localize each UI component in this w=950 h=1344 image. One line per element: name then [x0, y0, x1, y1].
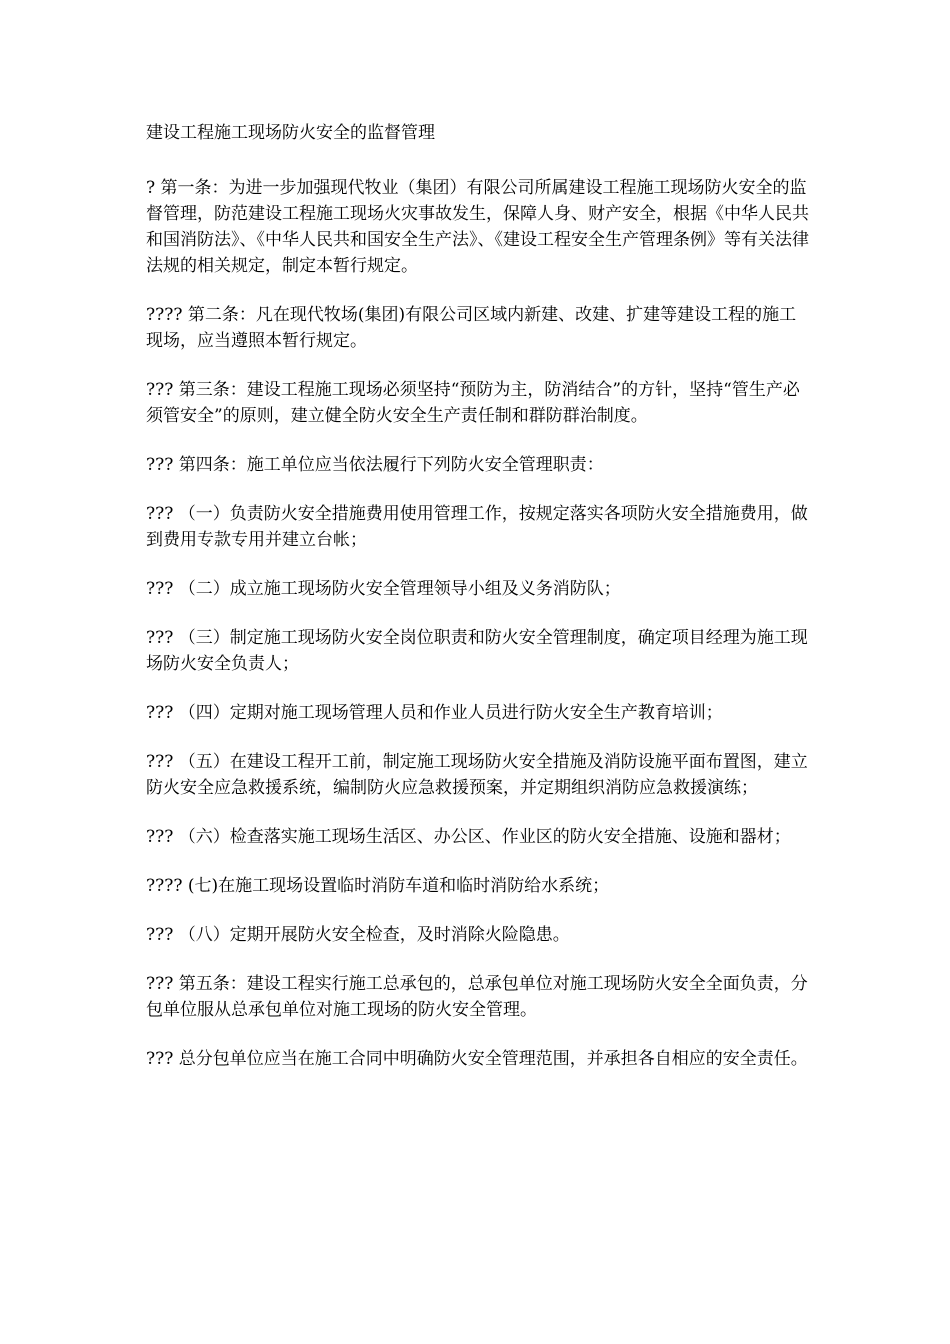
- paragraph-item-8: ??? （八）定期开展防火安全检查，及时消除火险隐患。: [146, 925, 570, 945]
- paragraph-item-3: ??? （三）制定施工现场防火安全岗位职责和防火安全管理制度，确定项目经理为施工现场防火安全负责人；: [146, 628, 808, 674]
- paragraph-article-1: ? 第一条：为进一步加强现代牧业（集团）有限公司所属建设工程施工现场防火安全的监督管理，防范建设工程施工现场火灾事故发生，保障人身、财产安全，根据《中华人民共和国消防法》、《中华人民共和国安全生产法》、《建设工程安全生产管理条例》等有关法律法规的相关规定，制定本暂行规定。: [146, 178, 809, 276]
- paragraph-item-1: ??? （一）负责防火安全措施费用使用管理工作，按规定落实各项防火安全措施费用，做到费用专款专用并建立台帐；: [146, 504, 808, 550]
- document-page: [146, 120, 810, 1095]
- paragraph-article-5: ??? 第五条：建设工程实行施工总承包的，总承包单位对施工现场防火安全全面负责，分包单位服从总承包单位对施工现场的防火安全管理。: [146, 974, 808, 1020]
- paragraph-article-5-note: ??? 总分包单位应当在施工合同中明确防火安全管理范围，并承担各自相应的安全责任。: [146, 1049, 808, 1069]
- paragraph-article-4: ??? 第四条：施工单位应当依法履行下列防火安全管理职责：: [146, 455, 604, 475]
- paragraph-item-4: ??? （四）定期对施工现场管理人员和作业人员进行防火安全生产教育培训；: [146, 703, 723, 723]
- paragraph-article-2: ???? 第二条：凡在现代牧场(集团)有限公司区域内新建、改建、扩建等建设工程的施工现场，应当遵照本暂行规定。: [146, 305, 797, 351]
- paragraph-article-3: ??? 第三条：建设工程施工现场必须坚持“预防为主，防消结合”的方针，坚持“管生产必须管安全”的原则，建立健全防火安全生产责任制和群防群治制度。: [146, 380, 800, 426]
- paragraph-item-5: ??? （五）在建设工程开工前，制定施工现场防火安全措施及消防设施平面布置图，建立防火安全应急救援系统，编制防火应急救援预案，并定期组织消防应急救援演练；: [146, 752, 808, 798]
- paragraph-item-7: ???? (七)在施工现场设置临时消防车道和临时消防给水系统；: [146, 876, 610, 896]
- document-title: 建设工程施工现场防火安全的监督管理: [146, 123, 435, 143]
- paragraph-item-2: ??? （二）成立施工现场防火安全管理领导小组及义务消防队；: [146, 579, 621, 599]
- paragraph-item-6: ??? （六）检查落实施工现场生活区、办公区、作业区的防火安全措施、设施和器材；: [146, 827, 791, 847]
